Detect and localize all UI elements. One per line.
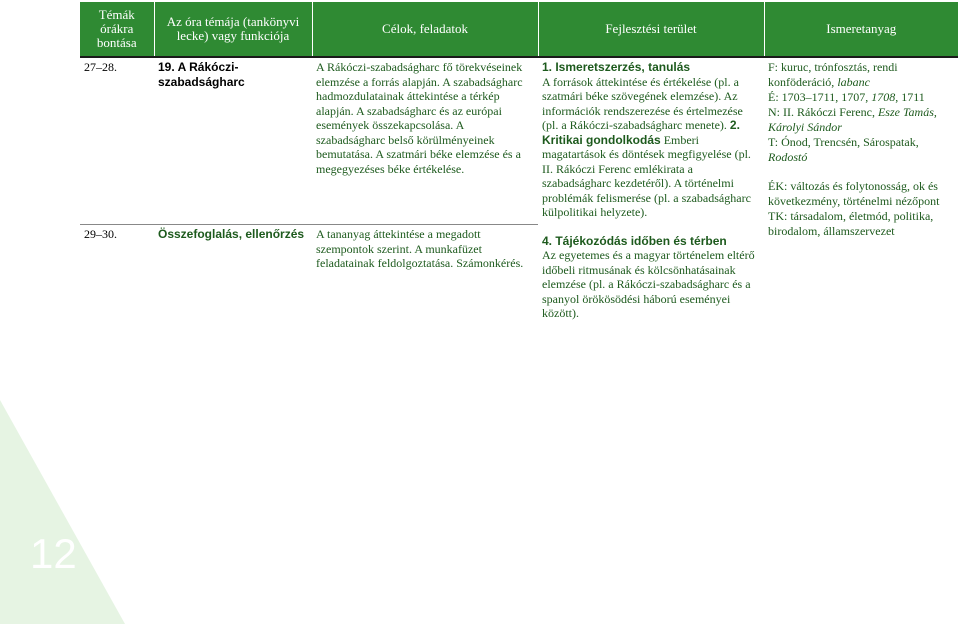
hours-cell: 29–30. (80, 225, 154, 323)
know-tk: TK: társadalom, életmód, politika, birodalom, államszervezet (768, 209, 934, 238)
dev-2-title: Kritikai gondolkodás (542, 132, 661, 147)
table-header-row (80, 2, 958, 57)
page-number: 12 (30, 530, 77, 577)
dev-2-number: 2. (729, 118, 740, 132)
header-goals: Célok, feladatok (312, 2, 538, 57)
header-development: Fejlesztési terület (538, 2, 764, 57)
hours-cell: 27–28. (80, 57, 154, 225)
goals-cell: A tananyag áttekintése a megadott szempontok szerint. A munkafüzet feladatainak feldolgoztatása. Számonkérés. (312, 225, 538, 323)
development-cell (538, 57, 764, 323)
dev-2-text: Emberi magatartások és döntések megfigyelése (pl. II. Rákóczi Ferenc emlékirata a szabadságharc kezdetéről). A történelmi problémák felismerése (pl. a szabadságharc külpolitikai helyzete). (542, 132, 751, 219)
know-ek: ÉK: változás és folytonosság, ok és következmény, történelmi nézőpont (768, 179, 940, 208)
goals-cell: A Rákóczi-szabadságharc fő törekvéseinek elemzése a forrás alapján. A szabadságharc hadmozdulatainak áttekintése a térkép alapján. A szabadságharc és az európai események összekapcsolása. A szabadságharc belső körülményeinek bemutatása. A szatmári béke elemzése és a megegyezéses béke értékelése. (312, 57, 538, 225)
header-topic: Az óra témája (tankönyvi lecke) vagy funkciója (154, 2, 312, 57)
page-corner-decoration (0, 400, 125, 624)
know-t: T: Ónod, Trencsén, Sárospatak, (768, 135, 919, 149)
topic-cell: 19. A Rákóczi-szabadságharc (154, 57, 312, 225)
dev-1-text: A források áttekintése és értékelése (pl. a szatmári béke szövegének elemzése). Az információk rendszerezése és értelmezése (pl. a Rákóczi-szabadságharc menete). (542, 74, 743, 132)
dev-4-title: 4. Tájékozódás időben és térben (542, 233, 727, 248)
dev-1-title: 1. Ismeretszerzés, tanulás (542, 60, 691, 74)
know-f: F: kuruc, trónfosztás, rendi konföderáció, (768, 60, 898, 89)
know-n: N: II. Rákóczi Ferenc, (768, 105, 878, 119)
topic-cell: Összefoglalás, ellenőrzés (154, 225, 312, 323)
curriculum-table (80, 2, 958, 323)
know-n-italic: Esze Tamás, Károlyi Sándor (768, 105, 937, 134)
know-e-end: , 1711 (895, 90, 925, 104)
dev-4-text: Az egyetemes és a magyar történelem eltérő időbeli ritmusának és kölcsönhatásainak elemzése (pl. a Rákóczi-szabadságharc és a spanyol örökösödési háború eseményei között). (542, 248, 755, 320)
know-t-italic: Rodostó (768, 150, 808, 164)
table-row (80, 57, 958, 225)
header-hours: Témák órákra bontása (80, 2, 154, 57)
know-e-italic: 1708 (871, 90, 896, 104)
header-knowledge: Ismeretanyag (764, 2, 958, 57)
knowledge-cell (764, 57, 958, 323)
know-e: É: 1703–1711, 1707, (768, 90, 872, 104)
know-f-italic: labanc (837, 75, 870, 89)
